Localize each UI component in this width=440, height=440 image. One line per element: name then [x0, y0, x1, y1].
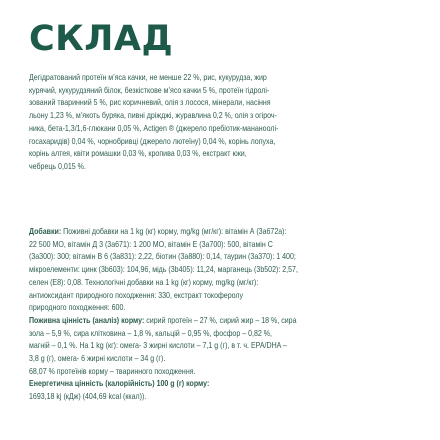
additives-line: селен (E8): 0,08. Технологічні добавки на 1 kg (кг) корму, mg/kg (мг/кг): [29, 277, 259, 287]
additives-paragraph [29, 226, 421, 404]
ingredients-line: Дегідратований протеїн м’яса качки, не менше 22 %, рис, кукурудза, жир [29, 73, 267, 82]
nutrition-line: 68,07 % протеїнів корму – тваринного походження. [29, 366, 196, 376]
ingredients-line: льону 1,23 %, м’якоть буряка, пивні дріжджі, журавлина 0,2 %, олія з огіроч- [29, 111, 277, 121]
additives-line: антиоксидант природного походження: 330, екстракт токоферолу [29, 290, 244, 300]
additives-line [29, 226, 421, 239]
energy-heading: Енергетична цінність (калорійність) 100 g (г) корму: [29, 379, 210, 389]
additives-text: Поживні добавки на 1 kg (кг) корму, mg/kg (мг/кг): вітамін А (3a672a): [61, 227, 287, 236]
ingredients-line: чебрець 0,015 %. [29, 161, 86, 171]
nutrition-line: магній – 0,1 %. На 1 kg (кг): омега- 3 жирні кислоти – 7,1 g (г), в т. ч. EPA/DHA – [29, 341, 287, 351]
additives-line: (3a300): 300; вітамін В 6 (3a831): 2,22, біотин (3a880): 0,14, таурин (3a370): 1 400; [29, 252, 296, 262]
nutrition-line [29, 315, 421, 328]
additives-line: 22 500 МО, вітамін Д 3 (3a671): 1 200 МО, вітамін Е (3a700): 500, вітамін С [29, 239, 273, 249]
nutrition-line: зола – 5,9 %, сира клітковина – 1,8 %, кальцій – 0,95 %, фосфор – 0,82 %, [29, 328, 272, 338]
page-title: СКЛАД [29, 19, 174, 59]
additives-line: мікроелементи: цинк (3b603): 104,96, мідь (3b405): 11,24, марганець (3b502): 2,57, [29, 265, 298, 275]
ingredients-paragraph [29, 72, 421, 174]
nutrition-line: 3,8 g (г), омега- 6 жирні кислоти – 34 g (г). [29, 354, 166, 364]
ingredients-line: курячий, кукурудзяний білок, безкісткове м’ясо качки 5 %, протеїн гідролі- [29, 85, 270, 95]
energy-value: 1693,18 kj (кДж) (404,69 kcal (ккал)). [29, 392, 147, 402]
ingredients-line: зований тваринний 5 %, рис коричневий, олія з лосося, мінерали, насіння [29, 98, 271, 108]
nutrition-text: сирий протеїн – 27 %, сирий жир – 18 %, сира [144, 315, 297, 325]
nutrition-heading: Поживна цінність (аналіз) корму: [29, 315, 145, 325]
additives-heading: Добавки: [29, 227, 62, 236]
ingredients-line: корінь алтея, квіти ромашки 0,03 %, кропива 0,03 %, екстракт юки, [29, 149, 247, 159]
additives-line: природного походження: 600. [29, 303, 126, 313]
ingredients-line: госахаридів) 0,04 %, чорнобривці (джерело лютеїну) 0,04 %, корінь лопуха, [29, 136, 276, 146]
ingredients-line: ника, бета-1,3/1,6-глюкани 0,05 %, Actigen ® (джерело пребіотик-мананоолі- [29, 123, 279, 133]
